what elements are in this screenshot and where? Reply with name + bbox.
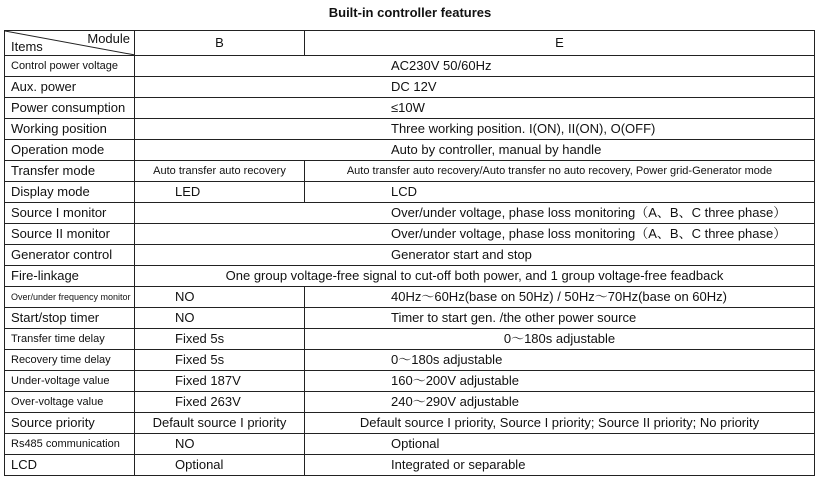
- features-table: [4, 30, 815, 476]
- row-item: Rs485 communication: [5, 434, 135, 455]
- table-row: [5, 245, 815, 266]
- header-corner-cell: [5, 31, 135, 56]
- row-value-b: NO: [175, 436, 195, 451]
- row-value-b: NO: [175, 310, 195, 325]
- row-value-e: 240～290V adjustable: [391, 394, 519, 409]
- row-value-b: Optional: [175, 457, 224, 472]
- row-item: Transfer mode: [5, 161, 135, 182]
- row-value-b: NO: [175, 289, 195, 304]
- row-item: Source II monitor: [5, 224, 135, 245]
- row-value: AC230V 50/60Hz: [391, 58, 492, 73]
- row-item: Control power voltage: [5, 56, 135, 77]
- row-value: Three working position. I(ON), II(ON), O(OFF): [391, 121, 656, 136]
- table-row: [5, 182, 815, 203]
- row-value-b: Fixed 5s: [175, 352, 225, 367]
- row-item: Start/stop timer: [5, 308, 135, 329]
- row-item: Source priority: [5, 413, 135, 434]
- row-value: ≤10W: [391, 100, 425, 115]
- table-row: [5, 203, 815, 224]
- table-row: [5, 455, 815, 476]
- table-row: [5, 413, 815, 434]
- header-module-label: Module: [87, 31, 130, 46]
- row-item: Operation mode: [5, 140, 135, 161]
- row-value: Auto by controller, manual by handle: [391, 142, 602, 157]
- row-value-e: 160～200V adjustable: [391, 373, 519, 388]
- row-value-e: 0～180s adjustable: [305, 329, 815, 350]
- row-value-e: LCD: [391, 184, 418, 199]
- table-row: [5, 434, 815, 455]
- row-value: One group voltage-free signal to cut-off both power, and 1 group voltage-free feadback: [135, 266, 815, 287]
- column-header-e: E: [305, 31, 815, 56]
- row-item: Over/under frequency monitor: [5, 287, 135, 308]
- row-value-e: Default source I priority, Source I priority; Source II priority; No priority: [305, 413, 815, 434]
- header-items-label: Items: [11, 39, 43, 54]
- row-item: Power consumption: [5, 98, 135, 119]
- row-value-e: 0～180s adjustable: [391, 352, 503, 367]
- row-item: Under-voltage value: [5, 371, 135, 392]
- table-row: [5, 308, 815, 329]
- table-row: [5, 161, 815, 182]
- row-value-e: Timer to start gen. /the other power source: [391, 310, 637, 325]
- table-header-row: [5, 31, 815, 56]
- column-header-b: B: [135, 31, 305, 56]
- row-item: Display mode: [5, 182, 135, 203]
- table-row: [5, 266, 815, 287]
- table-row: [5, 140, 815, 161]
- row-value-e: Integrated or separable: [391, 457, 526, 472]
- table-row: [5, 371, 815, 392]
- table-row: [5, 224, 815, 245]
- row-item: Over-voltage value: [5, 392, 135, 413]
- row-value-b: Fixed 187V: [175, 373, 241, 388]
- row-item: Generator control: [5, 245, 135, 266]
- row-value-b: Fixed 5s: [175, 331, 225, 346]
- row-item: Source I monitor: [5, 203, 135, 224]
- row-item: Aux. power: [5, 77, 135, 98]
- row-item: Fire-linkage: [5, 266, 135, 287]
- row-value-b: Default source I priority: [135, 413, 305, 434]
- row-value-e: Optional: [391, 436, 440, 451]
- row-value: Over/under voltage, phase loss monitoring（A、B、C three phase）: [391, 205, 787, 220]
- row-value: Generator start and stop: [391, 247, 532, 262]
- row-value-e: 40Hz～60Hz(base on 50Hz) / 50Hz～70Hz(base on 60Hz): [391, 289, 727, 304]
- table-row: [5, 329, 815, 350]
- row-value: DC 12V: [391, 79, 437, 94]
- row-item: Recovery time delay: [5, 350, 135, 371]
- table-row: [5, 119, 815, 140]
- row-item: Transfer time delay: [5, 329, 135, 350]
- row-value: Over/under voltage, phase loss monitoring（A、B、C three phase）: [391, 226, 787, 241]
- row-value-b: Auto transfer auto recovery: [135, 161, 305, 182]
- row-item: LCD: [5, 455, 135, 476]
- page-title: Built-in controller features: [328, 5, 492, 20]
- row-value-e: Auto transfer auto recovery/Auto transfer no auto recovery, Power grid-Generator mode: [305, 161, 815, 182]
- row-value-b: LED: [175, 184, 201, 199]
- table-row: [5, 77, 815, 98]
- table-row: [5, 56, 815, 77]
- table-row: [5, 350, 815, 371]
- table-row: [5, 287, 815, 308]
- table-row: [5, 392, 815, 413]
- row-item: Working position: [5, 119, 135, 140]
- table-row: [5, 98, 815, 119]
- row-value-b: Fixed 263V: [175, 394, 241, 409]
